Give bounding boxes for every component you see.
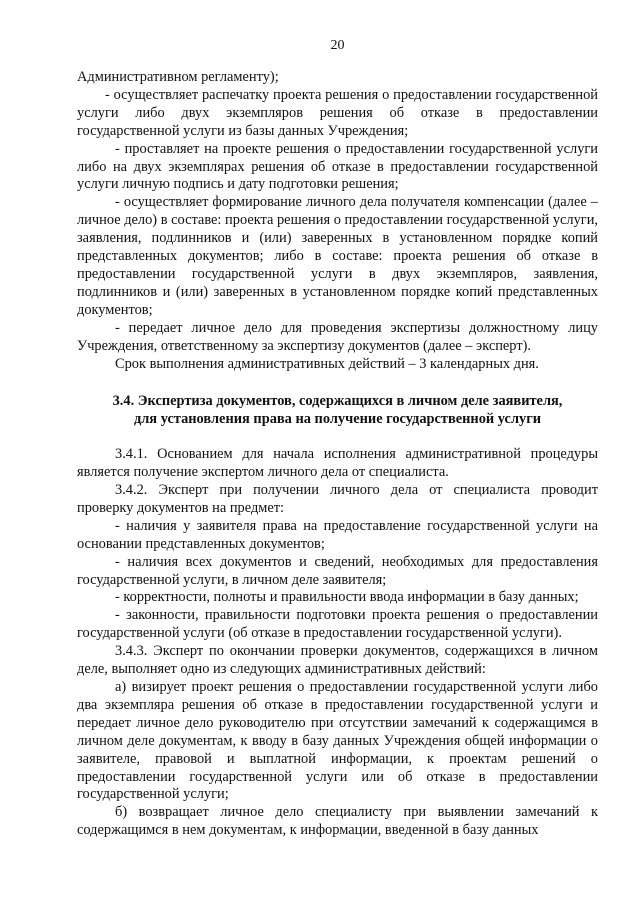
paragraph-check-legality: - законности, правильности подготовки проекта решения о предоставлении государственной услуги (об отказе в предоставлении государственной услуги). bbox=[77, 607, 598, 642]
paragraph-3-4-1: 3.4.1. Основанием для начала исполнения административной процедуры является получение экспертом личного дела от специалиста. bbox=[77, 446, 598, 481]
paragraph-form-personal-file: - осуществляет формирование личного дела получателя компенсации (далее – личное дело) в составе: проекта решения о предоставлении государственной услуги, заявления, подлинников и (или) заверенных в установленном порядке копий представленных документов; либо в составе: проекта решения об отказе в предоставлении государственной услуги в двух экземпляров, заявления, подлинников и (или) заверенных в установленном порядке копий представленных документов; bbox=[77, 194, 598, 318]
paragraph-print-decision: - осуществляет распечатку проекта решения о предоставлении государственной услуги либо двух экземпляров решения об отказе в предоставлении государственной услуги из базы данных Учреждения; bbox=[77, 86, 598, 139]
paragraph-deadline: Срок выполнения административных действий – 3 календарных дня. bbox=[115, 355, 539, 372]
paragraph-sign-decision: - проставляет на проекте решения о предоставлении государственной услуги либо на двух экземплярах решения об отказе в предоставлении государственной услуги личную подпись и дату подготовки решения; bbox=[77, 140, 598, 193]
section-heading bbox=[77, 393, 598, 429]
paragraph-3-4-3: 3.4.3. Эксперт по окончании проверки документов, содержащихся в личном деле, выполняет одно из следующих административных действий: bbox=[77, 643, 598, 678]
paragraph-regulation-end: Административном регламенту); bbox=[77, 69, 279, 85]
paragraph-3-4-2: 3.4.2. Эксперт при получении личного дела от специалиста проводит проверку документов на предмет: bbox=[77, 482, 598, 516]
paragraph-option-b: б) возвращает личное дело специалисту при выявлении замечаний к содержащимся в нем документам, к информации, введенной в базу данных bbox=[77, 804, 598, 839]
paragraph-check-documents: - наличия всех документов и сведений, необходимых для предоставления государственной услуги, в личном деле заявителя; bbox=[77, 553, 598, 588]
paragraph-check-right: - наличия у заявителя права на предоставление государственной услуги на основании представленных документов; bbox=[77, 517, 598, 552]
section-heading-line-1: 3.4. Экспертиза документов, содержащихся в личном деле заявителя, bbox=[112, 393, 563, 410]
paragraph-check-data-entry: - корректности, полноты и правильности ввода информации в базу данных; bbox=[115, 589, 579, 606]
paragraph-transfer-to-expert: - передает личное дело для проведения экспертизы должностному лицу Учреждения, ответственному за экспертизу документов (далее – эксперт). bbox=[77, 319, 598, 354]
paragraph-option-a: а) визирует проект решения о предоставлении государственной услуги либо два экземпляра решения об отказе в предоставлении государственной услуги и передает личное дело руководителю при отсутствии замечаний к содержащимся в личном деле документам, к вводу в базу данных Учреждения общей информации о заявителе, правовой и выплатной информации, к проектам решений о предоставлении государственной услуги или об отказе в предоставлении государственной услуги; bbox=[77, 679, 598, 803]
section-heading-line-2: для установления права на получение государственной услуги bbox=[133, 411, 542, 428]
page-number: 20 bbox=[330, 38, 345, 53]
